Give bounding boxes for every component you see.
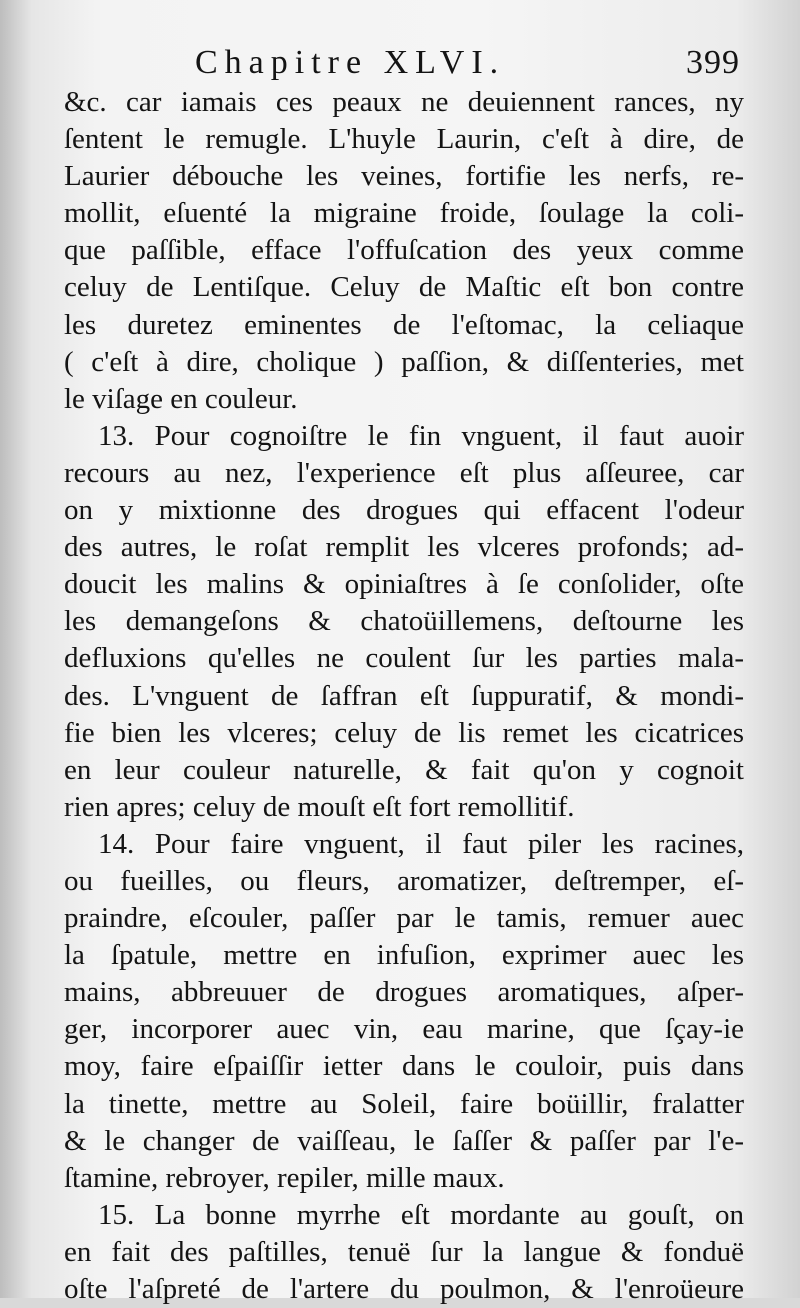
paragraph-13-start: 13. Pour cognoiſtre le fin vnguent, il faut auoir [98,419,744,452]
text-line: Laurier débouche les veines, fortifie les nerfs, re- [64,160,744,193]
body-text [64,84,744,1308]
text-line: la tinette, mettre au Soleil, faire boüillir, fralatter [64,1087,744,1120]
text-line: celuy de Lentiſque. Celuy de Maſtic eſt bon contre [64,271,744,304]
paragraph-14-start: 14. Pour faire vnguent, il faut piler les racines, [98,827,744,860]
text-line: oſte l'aſpreté de l'artere du poulmon, & l'enroüeure [64,1273,744,1305]
text-line: le viſage en couleur. [64,382,298,415]
text-line: fie bien les vlceres; celuy de lis remet les cicatrices [64,716,744,749]
text-line: ſentent le remugle. L'huyle Laurin, c'eſt à dire, de [64,123,744,156]
text-line: les duretez eminentes de l'eſtomac, la celiaque [64,308,744,341]
text-line: les demangeſons & chatoüillemens, deſtourne les [64,605,744,638]
text-line: recours au nez, l'experience eſt plus aſſeuree, car [64,456,744,489]
text-line: ou fueilles, ou fleurs, aromatizer, deſtremper, eſ- [64,864,744,897]
text-line: en fait des paſtilles, tenuë ſur la langue & fonduë [64,1235,744,1268]
text-line: rien apres; celuy de mouſt eſt fort remollitif. [64,790,575,823]
chapter-title: Chapitre XLVI. [195,44,506,81]
paragraph-15-start: 15. La bonne myrrhe eſt mordante au gouſt, on [98,1198,744,1231]
page-number: 399 [686,44,740,81]
text-line: mollit, eſuenté la migraine froide, ſoulage la coli- [64,197,744,230]
text-line: la ſpatule, mettre en infuſion, exprimer auec les [64,939,744,972]
text-line: moy, faire eſpaiſſir ietter dans le couloir, puis dans [64,1050,744,1083]
text-line: mains, abbreuuer de drogues aromatiques, aſper- [64,976,744,1009]
text-line: ger, incorporer auec vin, eau marine, que ſçay-ie [64,1013,744,1046]
text-line: ( c'eſt à dire, cholique ) paſſion, & diſſenteries, met [64,345,744,378]
text-line: des. L'vnguent de ſaffran eſt ſuppuratif, & mondi- [64,679,744,712]
text-line: praindre, eſcouler, paſſer par le tamis, remuer auec [64,902,744,935]
text-line: en leur couleur naturelle, & fait qu'on y cognoit [64,753,744,786]
text-line: doucit les malins & opiniaſtres à ſe conſolider, oſte [64,568,744,601]
text-line: ſtamine, rebroyer, repiler, mille maux. [64,1161,505,1194]
text-line: & le changer de vaiſſeau, le ſaſſer & paſſer par l'e- [64,1124,744,1157]
text-line: &c. car iamais ces peaux ne deuiennent rances, ny [64,86,744,118]
text-line: on y mixtionne des drogues qui effacent l'odeur [64,494,744,527]
text-line: defluxions qu'elles ne coulent ſur les parties mala- [64,642,744,675]
text-line: que paſſible, efface l'offuſcation des yeux comme [64,234,744,267]
text-line: des autres, le roſat remplit les vlceres profonds; ad- [64,531,744,564]
